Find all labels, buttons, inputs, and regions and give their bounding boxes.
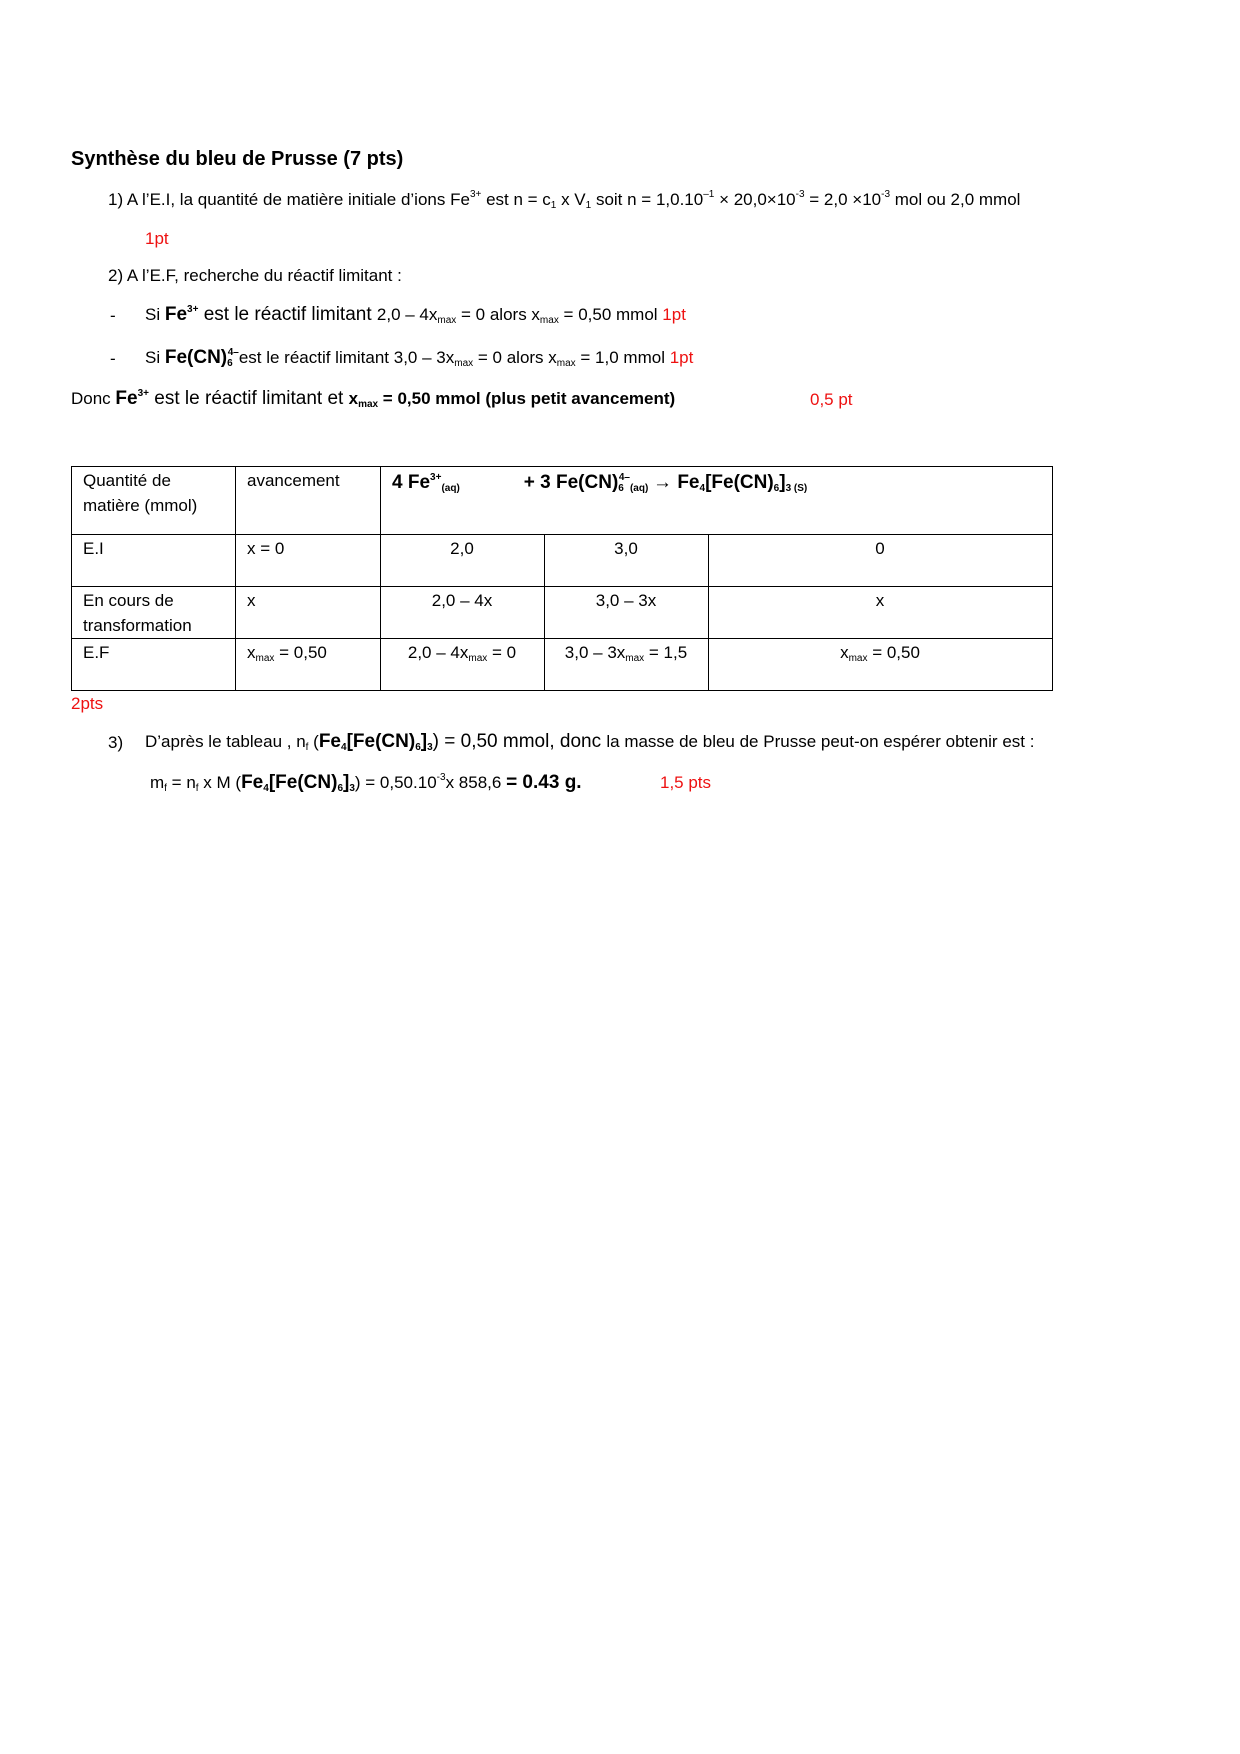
row-advancement: x — [247, 591, 256, 610]
ef-x: x — [840, 643, 849, 662]
q1-text: est n = c — [481, 190, 551, 209]
case1-charge: 3+ — [187, 304, 199, 315]
header-equation — [392, 470, 807, 495]
ef-value: = 0 — [487, 643, 517, 662]
table-points: 2pts — [71, 694, 104, 713]
q1-text: soit n = 1,0.10 — [591, 190, 704, 209]
conclusion-x: x — [348, 389, 359, 408]
equation-ferrocyanide: + 3 Fe(CN) — [523, 472, 619, 493]
case2-dash: - — [110, 349, 116, 368]
page-title: Synthèse du bleu de Prusse (7 pts) — [71, 148, 404, 170]
q1-charge: 3+ — [469, 189, 482, 200]
conclusion-species: Fe — [115, 388, 138, 409]
equation-fe: 4 Fe — [392, 472, 431, 493]
case1-dash: - — [110, 306, 116, 325]
q1-text: 1) A l’E.I, la quantité de matière initiale d’ions Fe — [108, 190, 470, 209]
case1-text: = 0 alors — [456, 305, 532, 324]
case-fe3-limiting — [145, 304, 686, 326]
table-divider — [72, 586, 1052, 587]
row-fe3 — [380, 640, 544, 665]
calc-text: x M ( — [198, 773, 242, 792]
equation-product: [Fe(CN) — [705, 472, 774, 493]
reaction-arrow-icon: → — [653, 472, 673, 493]
q3-sub: 4 — [341, 742, 347, 753]
case-ferrocyanide-limiting — [145, 347, 693, 369]
row-label: En cours de transformation — [83, 591, 192, 635]
calc-sub: 3 — [349, 783, 355, 794]
q3-text: ( — [308, 732, 319, 751]
calc-text: = n — [166, 773, 196, 792]
case2-sub: max — [556, 358, 576, 369]
row-label: E.I — [83, 539, 104, 558]
ef-sub: max — [625, 653, 645, 664]
row-ferrocyanide: 3,0 – 3x — [595, 591, 657, 610]
q1-text: mol ou 2,0 mmol — [890, 190, 1021, 209]
calc-sub: 4 — [263, 783, 269, 794]
q1-exponent: -3 — [881, 189, 891, 200]
question-1 — [108, 190, 1020, 210]
q1-sub: 1 — [585, 200, 592, 211]
equation-product: ] — [779, 472, 786, 493]
case1-text: = 0,50 mmol — [558, 305, 663, 324]
q1-text: = 2,0 ×10 — [804, 190, 882, 209]
header-advancement: avancement — [247, 471, 340, 490]
equation-state: (aq) — [629, 483, 649, 494]
ef-sub: max — [468, 653, 488, 664]
calc-result: = 0.43 g. — [506, 772, 582, 793]
progress-table — [71, 466, 1053, 691]
q1-text: x V — [556, 190, 586, 209]
case2-sub: max — [454, 358, 474, 369]
case2-text: = 1,0 mmol — [575, 348, 670, 367]
equation-sub: 3 (S) — [785, 483, 808, 494]
conclusion — [71, 388, 675, 410]
equation-charge: 4– — [618, 472, 630, 483]
calc-formula: Fe — [241, 772, 264, 793]
case1-sub: max — [437, 315, 457, 326]
equation-state: (aq) — [441, 483, 460, 494]
q3-text: la masse de bleu de Prusse peut-on espérer obtenir est : — [606, 732, 1035, 751]
case2-species: Fe(CN) — [164, 347, 228, 368]
ef-sub: max — [255, 653, 275, 664]
calc-sub: 6 — [337, 783, 343, 794]
table-divider — [72, 638, 1052, 639]
equation-charge: 3+ — [430, 472, 442, 483]
case1-points: 1pt — [662, 305, 686, 324]
calc-text: x 858,6 — [445, 773, 507, 792]
q3-text: D’après le tableau , n — [145, 732, 306, 751]
equation-sub: 4 — [699, 483, 706, 494]
mass-calculation — [150, 772, 582, 794]
table-divider — [235, 467, 236, 690]
row-product — [708, 640, 1052, 665]
case1-text: Si — [145, 305, 165, 324]
row-product: x — [875, 591, 885, 610]
row-advancement — [247, 640, 327, 665]
ef-value: 3,0 – 3x — [564, 643, 626, 662]
question-3 — [145, 731, 1034, 753]
calc-sub: f — [195, 783, 199, 794]
conclusion-points: 0,5 pt — [810, 390, 853, 409]
q1-exponent: -3 — [795, 189, 805, 200]
conclusion-charge: 3+ — [137, 388, 150, 399]
calc-text: ) = 0,50.10 — [354, 773, 437, 792]
q3-sub: 3 — [427, 742, 433, 753]
row-label: E.F — [83, 643, 110, 662]
case2-text: est le réactif limitant 3,0 – 3x — [238, 348, 455, 367]
q1-exponent: –1 — [703, 189, 715, 200]
row-ferrocyanide: 3,0 — [614, 539, 638, 558]
q3-sub: f — [305, 742, 309, 753]
q3-text: ) = 0,50 mmol, donc — [432, 731, 607, 752]
ef-value: = 0,50 — [867, 643, 920, 662]
conclusion-text: = 0,50 mmol (plus petit avancement) — [378, 389, 676, 408]
row-fe3: 2,0 — [450, 539, 474, 558]
q3-formula: [Fe(CN) — [346, 731, 416, 752]
case1-text: est le réactif limitant — [198, 304, 377, 325]
q3-formula: ] — [420, 731, 428, 752]
calc-sub: f — [164, 783, 167, 794]
case1-sub: max — [539, 315, 559, 326]
q1-sub: 1 — [550, 200, 557, 211]
case1-species: Fe — [164, 304, 188, 325]
q3-points: 1,5 pts — [660, 773, 712, 792]
row-ferrocyanide — [544, 640, 708, 665]
case1-eq: 2,0 – 4x — [376, 305, 438, 324]
case2-points: 1pt — [669, 348, 694, 367]
calc-formula: [Fe(CN) — [268, 772, 338, 793]
conclusion-text: est le réactif limitant et — [149, 388, 349, 409]
conclusion-text: Donc — [71, 389, 116, 408]
q1-text: × 20,0×10 — [714, 190, 796, 209]
ef-value: 2,0 – 4x — [407, 643, 469, 662]
equation-sub: 6 — [618, 483, 624, 494]
calc-text: m — [150, 773, 165, 792]
header-quantity: Quantité de matière (mmol) — [83, 471, 198, 515]
q1-points: 1pt — [145, 229, 169, 248]
ef-x: x — [247, 643, 256, 662]
case2-text: = 0 alors x — [473, 348, 557, 367]
calc-formula: ] — [343, 772, 350, 793]
q3-formula: Fe — [318, 731, 342, 752]
question-2-label: 2) A l’E.F, recherche du réactif limitant : — [108, 266, 402, 285]
case1-x: x — [531, 305, 540, 324]
conclusion-sub: max — [358, 399, 379, 410]
q3-number: 3) — [108, 733, 124, 752]
row-fe3: 2,0 – 4x — [431, 591, 493, 610]
case2-text: Si — [145, 348, 165, 367]
equation-sub: 6 — [773, 483, 780, 494]
row-advancement: x = 0 — [247, 539, 285, 558]
case2-charge: 4– — [227, 347, 239, 358]
calc-exponent: -3 — [436, 772, 446, 783]
q3-sub: 6 — [415, 742, 421, 753]
ef-value: = 1,5 — [644, 643, 688, 662]
row-product: 0 — [875, 539, 885, 558]
ef-value: = 0,50 — [274, 643, 327, 662]
ef-sub: max — [848, 653, 868, 664]
equation-product: Fe — [672, 472, 700, 493]
table-divider — [72, 534, 1052, 535]
case2-sub: 6 — [227, 358, 233, 369]
